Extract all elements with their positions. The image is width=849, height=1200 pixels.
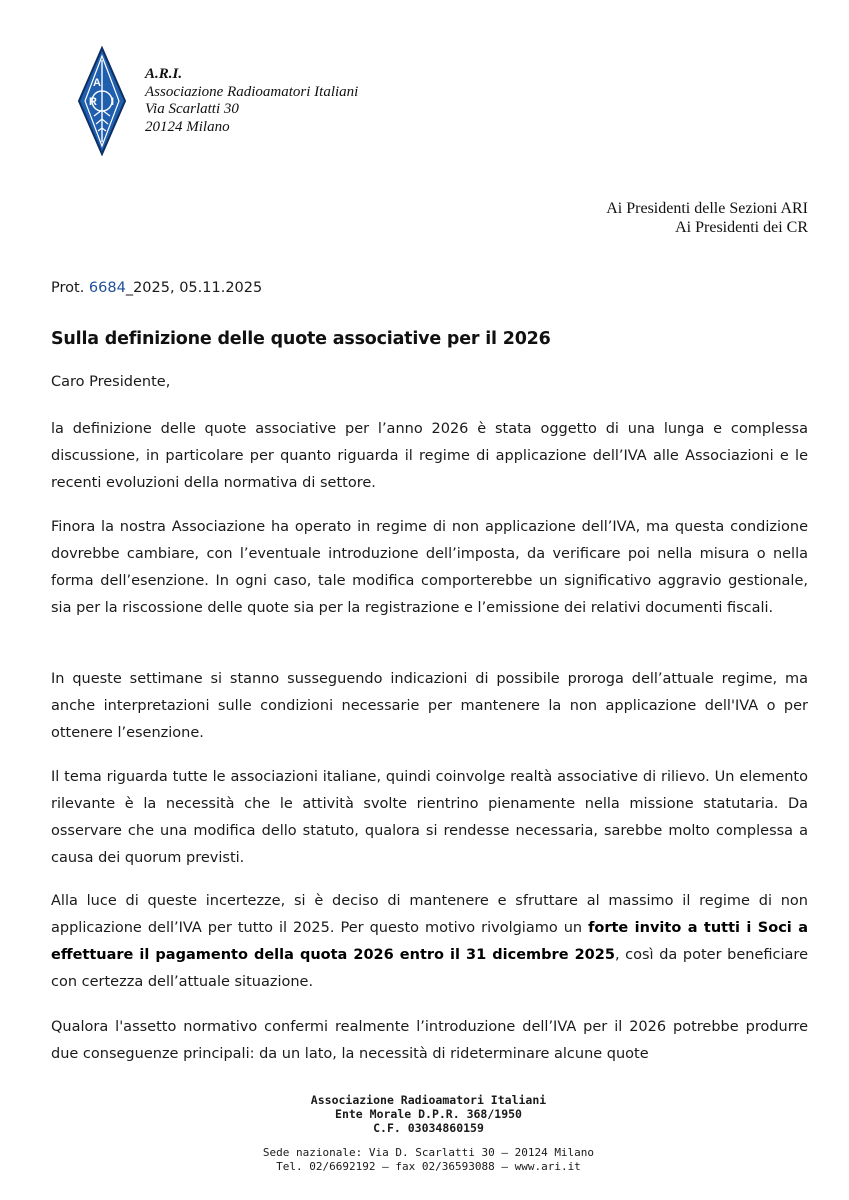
org-short: A.R.I.: [145, 66, 183, 82]
svg-text:I: I: [111, 96, 115, 108]
footer-contacts: Tel. 02/6692192 – fax 02/36593088 – www.ari.it: [276, 1159, 581, 1173]
protocol-line: [51, 280, 262, 296]
org-name: Associazione Radioamatori Italiani: [145, 83, 359, 100]
protocol-prefix: Prot.: [51, 280, 89, 296]
paragraph-6: Qualora l'assetto normativo confermi realmente l’introduzione dell’IVA per il 2026 potrebbe produrre due conseguenze principali: da un lato, la necessità di rideterminare alcune quote: [51, 1019, 808, 1062]
svg-text:R: R: [89, 96, 97, 108]
paragraph-5-bold: forte invito a tutti i Soci a effettuare il pagamento della quota 2026 entro il 31 dicembre 2025: [51, 920, 808, 963]
paragraph-3: In queste settimane si stanno susseguendo indicazioni di possibile proroga dell’attuale regime, ma anche interpretazioni sulle condizioni necessarie per mantenere la non applicazione dell'IVA o per ottenere l’esenzione.: [51, 671, 808, 741]
recipient-line-1: Ai Presidenti delle Sezioni ARI: [606, 200, 808, 217]
recipients: [606, 199, 808, 237]
sender-address: [145, 66, 358, 136]
paragraph-5-start: Alla luce di queste incertezze, si è deciso di mantenere e sfruttare al massimo il regime di non applicazione dell’IVA per tutto il 2025. Per questo motivo rivolgiamo un: [51, 893, 808, 936]
svg-text:A: A: [93, 77, 101, 89]
footer-address: [0, 1146, 849, 1173]
footer-ente: Ente Morale D.P.R. 368/1950: [335, 1107, 522, 1121]
footer-sede: Sede nazionale: Via D. Scarlatti 30 – 20124 Milano: [262, 1146, 595, 1159]
paragraph-5-end: , così da poter beneficiare con certezza dell’attuale situazione.: [51, 947, 808, 990]
greeting: Caro Presidente,: [51, 374, 171, 390]
paragraph-1: la definizione delle quote associative per l’anno 2026 è stata oggetto di una lunga e complessa discussione, in particolare per quanto riguarda il regime di applicazione dell’IVA alle Associazioni e le recenti evoluzioni della normativa di settore.: [51, 421, 808, 491]
ari-logo: [78, 46, 126, 156]
recipient-line-2: Ai Presidenti dei CR: [675, 219, 808, 236]
paragraph-5: [51, 888, 808, 996]
street: Via Scarlatti 30: [145, 101, 239, 117]
footer-org-name: Associazione Radioamatori Italiani: [310, 1093, 547, 1107]
footer-org: [0, 1093, 849, 1135]
paragraph-2: Finora la nostra Associazione ha operato in regime di non applicazione dell’IVA, ma questa condizione dovrebbe cambiare, con l’eventuale introduzione dell’imposta, da verificare poi nella misura o nella forma dell’esenzione. In ogni caso, tale modifica comporterebbe un significativo aggravio gestionale, sia per la riscossione delle quote sia per la registrazione e l’emissione dei relativi documenti fiscali.: [51, 519, 808, 616]
footer-cf: C.F. 03034860159: [373, 1121, 484, 1135]
city: 20124 Milano: [145, 118, 230, 135]
protocol-number: 6684: [88, 280, 126, 296]
protocol-suffix: _2025, 05.11.2025: [125, 280, 263, 296]
paragraph-4: Il tema riguarda tutte le associazioni italiane, quindi coinvolge realtà associative di rilievo. Un elemento rilevante è la necessità che le attività svolte rientrino pienamente nella missione statutaria. Da osservare che una modifica dello statuto, qualora si rendesse necessaria, sarebbe molto complessa a causa dei quorum previsti.: [51, 769, 808, 866]
letter-title: Sulla definizione delle quote associative per il 2026: [51, 329, 551, 349]
